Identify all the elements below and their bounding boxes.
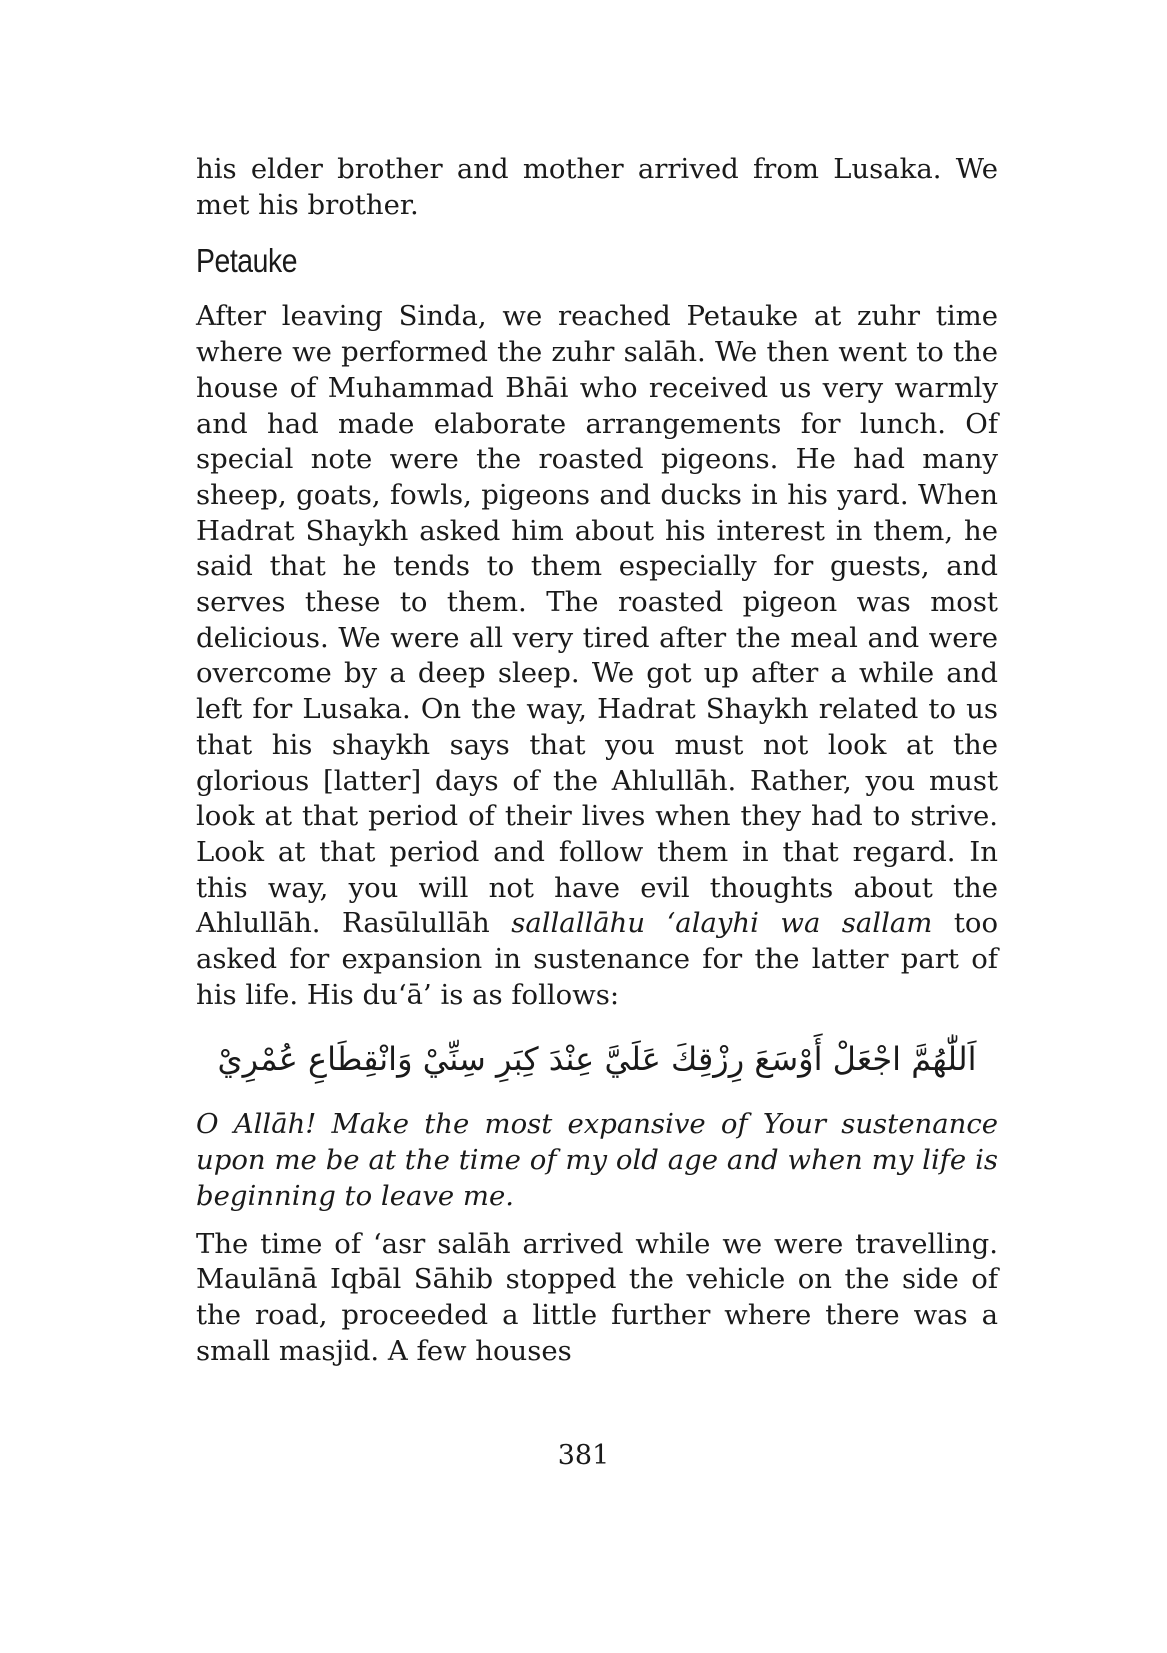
body-paragraph-1-text: After leaving Sinda, we reached Petauke at zuhr time where we performed the zuhr salāh. We then went to the house of Muhammad Bhāi who received us very warmly and had made elaborate arrangements for lunch. Of special note were the roasted pigeons. He had many sheep, goats, fowls, pigeons and ducks in his yard. When Hadrat Shaykh asked him about his interest in them, he said that he tends to them especially for guests, and serves these to them. The roasted pigeon was most delicious. We were all very tired after the meal and were overcome by a deep sleep. We got up after a while and left for Lusaka. On the way, Hadrat Shaykh related to us that his shaykh says that you must not look at the glorious [latter] days of the Ahlullāh. Rather, you must look at that period of their lives when they had to strive. Look at that period and follow them in that regard. In this way, you will not have evil thoughts about the Ahlullāh. Rasūlullāh <box>196 300 998 940</box>
page-number: 381 <box>557 1440 610 1471</box>
salutation-italic: sallallāhu ‘alayhi wa sallam <box>511 907 933 940</box>
intro-paragraph: his elder brother and mother arrived from Lusaka. We met his brother. <box>196 153 998 221</box>
body-paragraph-1-end: too asked for expansion in sustenance for the latter part of his life. His du‘ā’ is as follows: <box>196 907 999 1011</box>
arabic-dua: اَللّٰهُمَّ اجْعَلْ أَوْسَعَ رِزْقِكَ عَلَيَّ عِنْدَ كِبَرِ سِنِّيْ وَانْقِطَاعِ عُمْرِيْ <box>217 1040 977 1079</box>
dua-translation: O Allāh! Make the most expansive of Your sustenance upon me be at the time of my old age and when my life is beginning to leave me. <box>196 1108 998 1212</box>
section-heading: Petauke <box>196 242 298 280</box>
body-paragraph-1 <box>196 299 998 1013</box>
body-paragraph-2: The time of ‘asr salāh arrived while we were travelling. Maulānā Iqbāl Sāhib stopped the vehicle on the side of the road, proceeded a little further where there was a small masjid. A few houses <box>196 1227 998 1367</box>
page-body <box>196 152 998 1369</box>
